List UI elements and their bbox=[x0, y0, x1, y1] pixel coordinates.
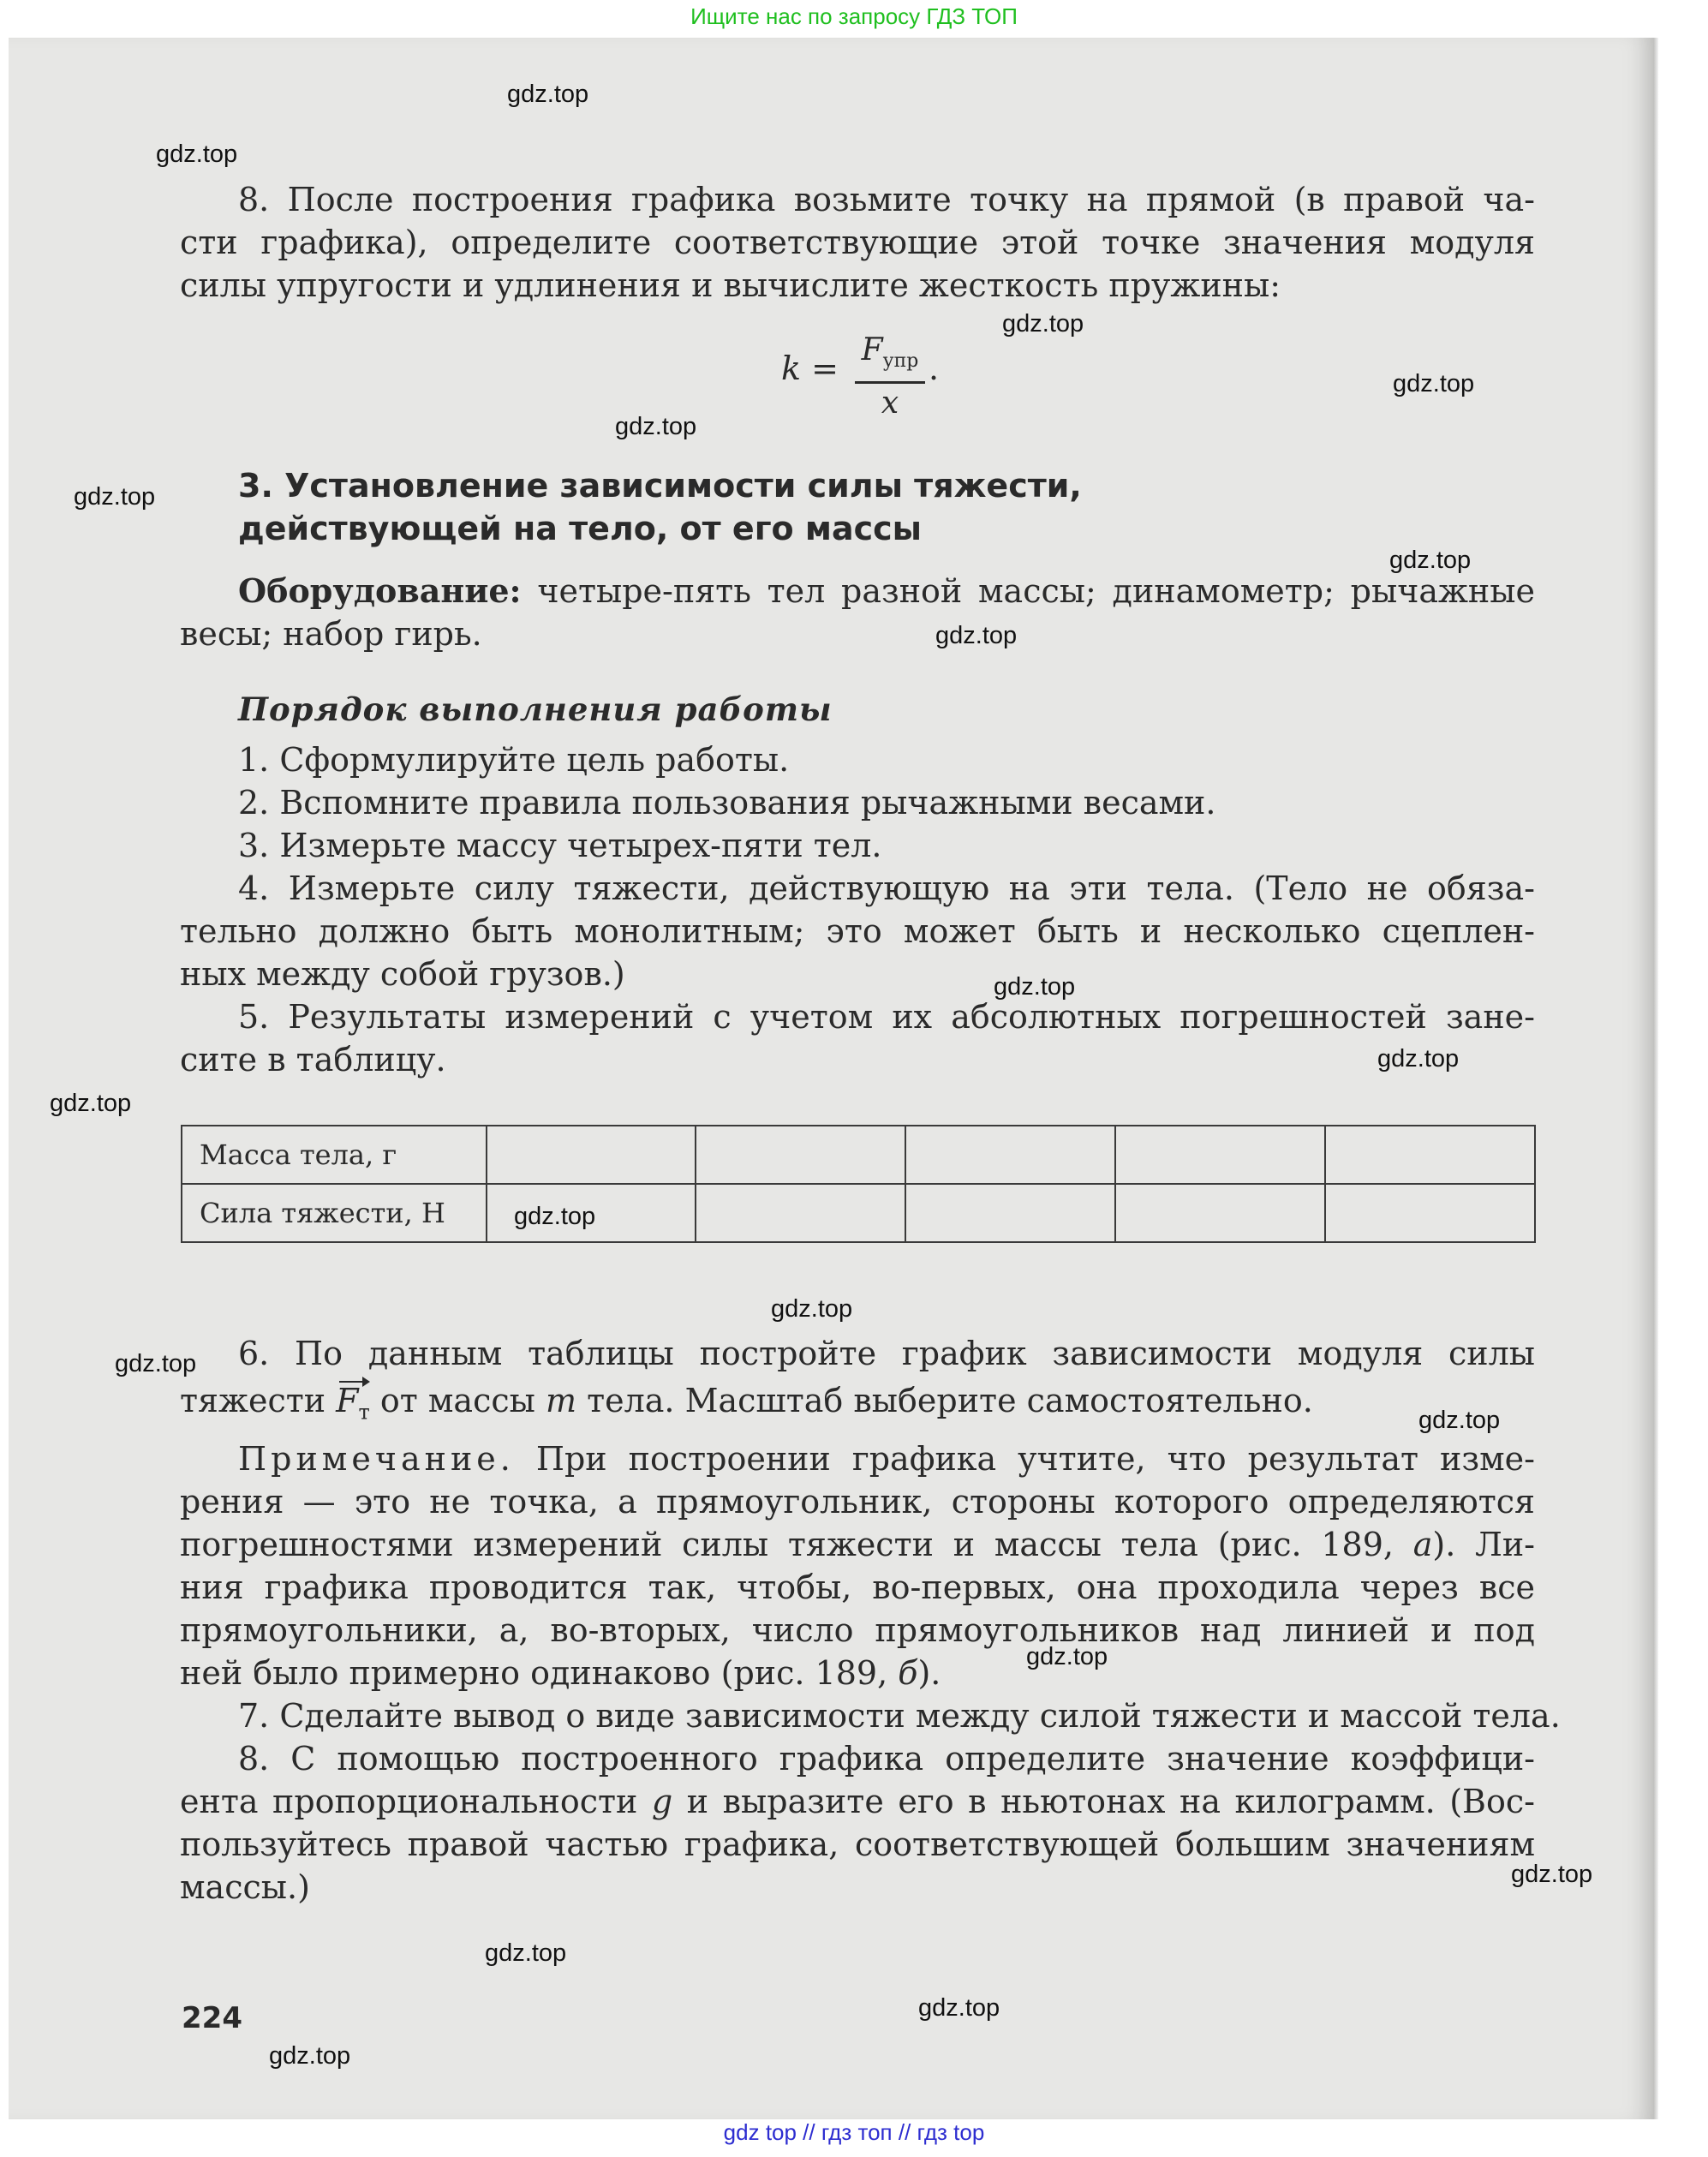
step-2: 2. Вспомните правила пользования рычажными весами. bbox=[238, 784, 1216, 822]
watermark: gdz.top bbox=[1418, 1407, 1501, 1434]
para8-line1: 8. После построения графика возьмите точку на прямой (в правой ча- bbox=[238, 181, 1535, 218]
measurement-table bbox=[181, 1125, 1536, 1243]
para8-line3: силы упругости и удлинения и вычислите жесткость пружины: bbox=[180, 266, 1281, 304]
table-row-label: Масса тела, г bbox=[182, 1126, 487, 1184]
table-row bbox=[182, 1126, 1535, 1184]
table-cell bbox=[1325, 1184, 1535, 1242]
formula-denominator: x bbox=[881, 385, 899, 421]
watermark: gdz.top bbox=[485, 1939, 567, 1967]
step-3: 3. Измерьте массу четырех-пяти тел. bbox=[238, 827, 882, 864]
table-cell bbox=[1115, 1184, 1325, 1242]
gravity-vector: $F_т$ bbox=[336, 1379, 370, 1434]
note-line4: ния графика проводится так, чтобы, во-первых, она проходила через все bbox=[180, 1568, 1535, 1606]
step-8-line3: пользуйтесь правой частью графика, соответствующей большим значениям bbox=[180, 1825, 1535, 1863]
note-label: Примечание. bbox=[238, 1440, 515, 1478]
formula-lhs: k = bbox=[781, 350, 839, 387]
note-line5: прямоугольники, а, во-вторых, число прямоугольников над линией и под bbox=[180, 1611, 1535, 1649]
page-number: 224 bbox=[182, 2001, 242, 2035]
step-5-line1: 5. Результаты измерений с учетом их абсолютных погрешностей зане- bbox=[238, 998, 1535, 1036]
step-1: 1. Сформулируйте цель работы. bbox=[238, 741, 790, 779]
step-8-line4: массы.) bbox=[180, 1868, 310, 1906]
note-line3: погрешностями измерений силы тяжести и массы тела (рис. 189, а). Ли- bbox=[180, 1526, 1535, 1563]
step-6-line1: 6. По данным таблицы постройте график зависимости модуля силы bbox=[238, 1335, 1535, 1372]
watermark: gdz.top bbox=[115, 1350, 197, 1377]
table-cell bbox=[905, 1126, 1115, 1184]
watermark: gdz.top bbox=[156, 140, 238, 168]
equipment-line1: Оборудование: четыре-пять тел разной массы; динамометр; рычажные bbox=[238, 571, 1535, 610]
watermark: gdz.top bbox=[918, 1994, 1000, 2022]
section-title-line1: 3. Установление зависимости силы тяжести, bbox=[238, 467, 1082, 505]
top-banner[interactable]: Ищите нас по запросу ГДЗ ТОП bbox=[690, 3, 1018, 29]
page-edge bbox=[1653, 38, 1658, 2119]
formula-fraction bbox=[855, 331, 925, 423]
watermark: gdz.top bbox=[514, 1203, 596, 1230]
watermark: gdz.top bbox=[615, 413, 697, 440]
watermark: gdz.top bbox=[994, 973, 1076, 1001]
watermark: gdz.top bbox=[1511, 1861, 1593, 1888]
step-5-line2: сите в таблицу. bbox=[180, 1041, 446, 1078]
para8-line2: сти графика), определите соответствующие этой точке значения модуля bbox=[180, 224, 1535, 261]
step-8-line1: 8. С помощью построенного графика определите значение коэффици- bbox=[238, 1740, 1535, 1778]
watermark: gdz.top bbox=[507, 81, 589, 108]
step-7: 7. Сделайте вывод о виде зависимости между силой тяжести и массой тела. bbox=[238, 1697, 1561, 1735]
watermark: gdz.top bbox=[1377, 1045, 1460, 1073]
section-title-line2: действующей на тело, от его массы bbox=[238, 510, 922, 547]
formula-end: . bbox=[929, 350, 940, 387]
watermark: gdz.top bbox=[1389, 547, 1472, 574]
table-cell bbox=[696, 1184, 905, 1242]
note-line6: ней было примерно одинаково (рис. 189, б). bbox=[180, 1654, 941, 1692]
watermark: gdz.top bbox=[935, 622, 1018, 649]
procedure-title: Порядок выполнения работы bbox=[238, 690, 833, 728]
watermark: gdz.top bbox=[1393, 370, 1475, 397]
watermark: gdz.top bbox=[771, 1295, 853, 1323]
table-row bbox=[182, 1184, 1535, 1242]
step-6-line2: тяжести $F_т$ от массы m тела. Масштаб выберите самостоятельно. bbox=[180, 1379, 1535, 1434]
formula-numerator: $F_{упр}$ bbox=[861, 332, 919, 373]
watermark: gdz.top bbox=[1002, 310, 1084, 338]
note-line2: рения — это не точка, а прямоугольник, стороны которого определяются bbox=[180, 1483, 1535, 1521]
bottom-banner[interactable]: gdz top // гдз топ // гдз top bbox=[723, 2119, 985, 2145]
watermark: gdz.top bbox=[1026, 1643, 1108, 1670]
step-4-line1: 4. Измерьте силу тяжести, действующую на эти тела. (Тело не обяза- bbox=[238, 869, 1535, 907]
step-4-line3: ных между собой грузов.) bbox=[180, 955, 625, 993]
step-4-line2: тельно должно быть монолитным; это может быть и несколько сцеплен- bbox=[180, 912, 1535, 950]
watermark: gdz.top bbox=[50, 1090, 132, 1117]
table-cell bbox=[905, 1184, 1115, 1242]
watermark: gdz.top bbox=[269, 2042, 351, 2070]
step-8-line2: ента пропорциональности g и выразите его в ньютонах на килограмм. (Вос- bbox=[180, 1783, 1535, 1820]
table-cell bbox=[696, 1126, 905, 1184]
table-row-label: Сила тяжести, Н bbox=[182, 1184, 487, 1242]
table-cell bbox=[487, 1126, 696, 1184]
watermark: gdz.top bbox=[74, 483, 156, 511]
note-line1: Примечание. При построении графика учтите, что результат изме- bbox=[238, 1440, 1535, 1478]
table-cell bbox=[1325, 1126, 1535, 1184]
table-cell bbox=[1115, 1126, 1325, 1184]
equipment-line2: весы; набор гирь. bbox=[180, 615, 482, 653]
